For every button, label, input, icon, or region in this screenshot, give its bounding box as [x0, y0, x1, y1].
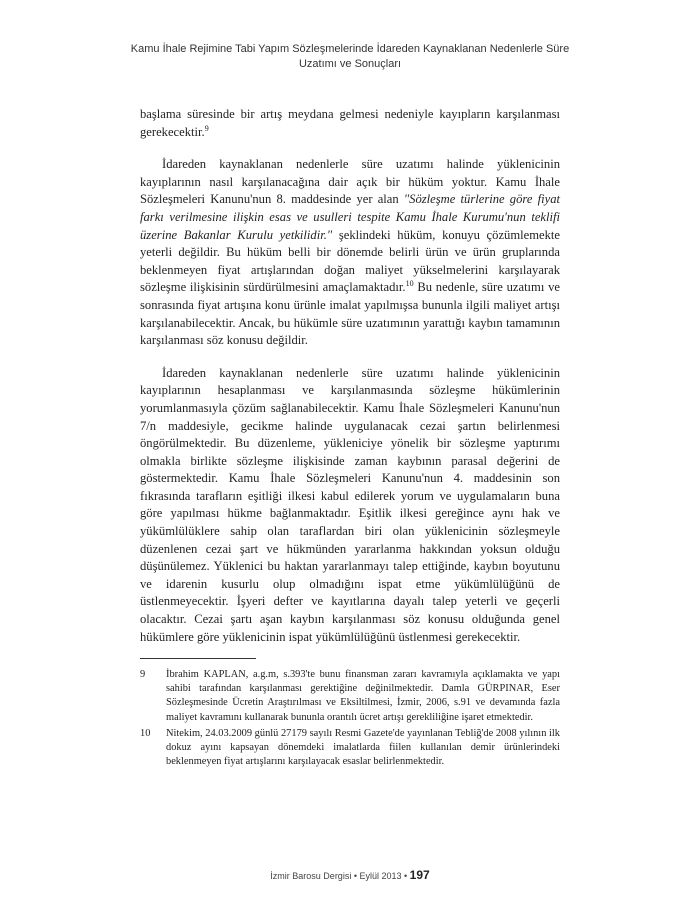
footnote-number: 9 [140, 669, 146, 680]
footnotes [140, 668, 560, 771]
running-header-line-1: Kamu İhale Rejimine Tabi Yapım Sözleşmelerinde İdareden Kaynaklanan Nedenlerle Süre [130, 43, 570, 55]
footnote-number: 10 [140, 727, 151, 739]
paragraph-3: İdareden kaynaklanan nedenlerle süre uzatımı halinde yüklenicinin kayıplarının hesaplanması ve karşılanmasında sözleşme hükümlerinin yorumlanmasıyla çözüm sağlanabilecektir. Kamu İhale Sözleşmeleri Kanunu'nun 7/n maddesiyle, gecikme halinde uygulanacak cezai şartın belirlenmesi öngörülmektedir. Bu düzenleme, yükleniciye yönelik bir sözleşme yaptırımı olmakla birlikte sözleşme ilişkisinde zaman kaybının parasal değerini de göstermektedir. Kamu İhale Sözleşmeleri Kanunu'nun 4. maddesinin son fıkrasında tarafların eşitliği ilkesi kabul edilerek yorum ve uygulamaların buna göre yapılması hükme bağlanmaktadır. Eşitlik ilkesi gereğince aynı hak ve yükümlülüklere sahip olan taraflardan biri olan yüklenicinin sözleşmeyle düzenlenen cezai şart ve hükmünden yararlanma hakkından yoksun olduğu düşünülemez. Yüklenici bu haktan yararlanmayı talep ettiğinde, kaybın boyutunu ve idarenin kusurlu olup olmadığını ispat etme yükümlülüğünü de üstlenmeyecektir. İşyeri defter ve kayıtlarına dayalı talep yeterli ve geçerli olacaktır. Cezai şartı aşan kaybın karşılanması söz konusu olduğunda genel hükümlere göre yüklenicinin ispat yükümlülüğünü üstlenmesi gerekecektir. [140, 365, 560, 644]
paragraph-2 [140, 156, 560, 350]
running-header-line-2: Uzatımı ve Sonuçları [298, 58, 402, 70]
page-footer [140, 868, 560, 882]
paragraph-1-text: başlama süresinde bir artış meydana gelmesi nedeniyle kayıpların karşılanması gerekecektir. [140, 107, 560, 139]
page-number: 197 [409, 868, 430, 882]
paragraph-continuation [140, 106, 560, 141]
footnote-10 [140, 727, 560, 770]
running-header [120, 42, 580, 72]
footnote-ref-10[interactable]: 10 [405, 279, 414, 289]
body-text [140, 106, 560, 661]
footnote-text: İbrahim KAPLAN, a.g.m, s.393'te bunu finansman zararı kavramıyla açıklamakta ve yapı sahibi tarafından karşılanması gerektiğine değinilmektedir. Damla GÜRPINAR, Eser Sözleşmesinde Ücretin Araştırılması ve Eksiltilmesi, İzmir, 2006, s.91 ve devamında fazla maliyet kavramını kullanarak bununla orantılı ücret artışı gerekliliğine işaret etmektedir. [166, 669, 560, 723]
paragraph-2-part-2: şeklindeki hüküm, konuyu çözümlemekte yeterli değildir. Bu hüküm belli bir dönemde belirli ürün ve ürün gruplarında beklenmeyen fiyat artışlarından doğan maliyet yükselmelerini karşılayarak sözleşme ilişkisinin sürdürülmesini amaçlamaktadır. [140, 227, 560, 295]
paragraph-2-part-3: Bu nedenle, süre uzatımı ve sonrasında fiyat artışına konu ürünle imalat yapılmışsa bununla ilgili maliyet artışı karşılanabilecektir. Ancak, bu hükümle süre uzatımının yarattığı kaybın tamamının karşılanması söz konusu değildir. [140, 280, 561, 348]
journal-citation: İzmir Barosu Dergisi • Eylül 2013 • [270, 871, 408, 881]
footnote-ref-9[interactable]: 9 [204, 123, 209, 133]
paragraph-2-quote: "Sözleşme türlerine göre fiyat farkı verilmesine ilişkin esas ve usulleri tespite Kamu İhale Kurumu'nun teklifi üzerine Bakanlar Kurulu yetkilidir." [140, 192, 560, 242]
footnote-separator [140, 658, 256, 659]
footnote-text: Nitekim, 24.03.2009 günlü 27179 sayılı Resmi Gazete'de yayınlanan Tebliğ'de 2008 yılının ilk dokuz ayını kapsayan dönemdeki imalatlarda fiilen kullanılan demir ürünlerindeki beklenmeyen fiyat artışlarını karşılayacak esaslar belirlenmektedir. [166, 727, 560, 768]
paragraph-2-part-1: İdareden kaynaklanan nedenlerle süre uzatımı halinde yüklenicinin kayıplarının nasıl karşılanacağına dair açık bir hüküm yoktur. Kamu İhale Sözleşmeleri Kanunu'nun 8. maddesinde yer alan [140, 157, 560, 207]
footnote-9 [140, 668, 560, 725]
